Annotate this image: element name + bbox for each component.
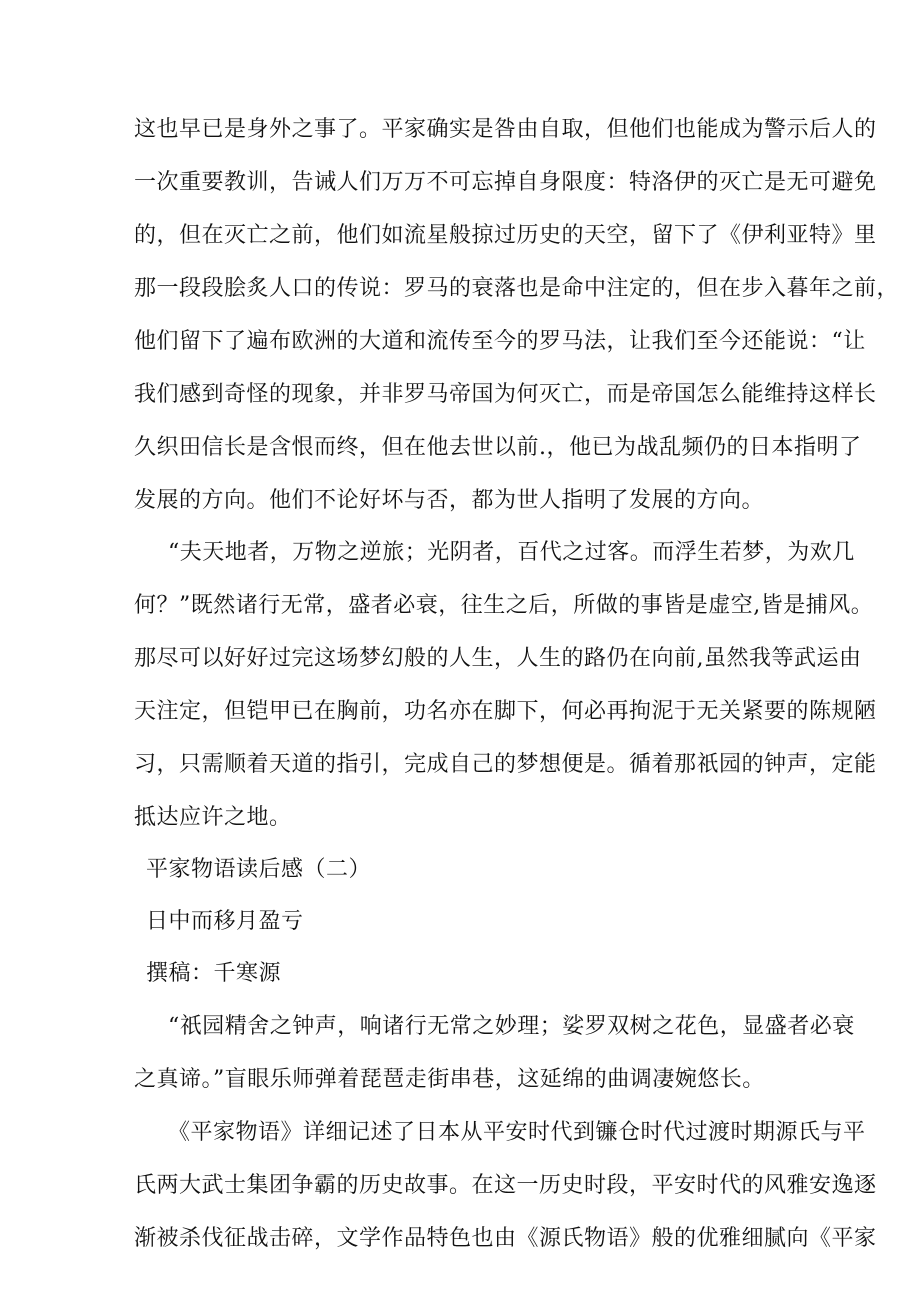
paragraph-line: 氏两大武士集团争霸的历史故事。在这一历史时段，平安时代的风雅安逸逐 — [134, 1173, 877, 1198]
paragraph-line: 久织田信长是含恨而终，但在他去世以前.，他已为战乱频仍的日本指明了 — [134, 435, 862, 460]
paragraph-line: 他们留下了遍布欧洲的大道和流传至今的罗马法，让我们至今还能说：“让 — [134, 329, 866, 354]
paragraph-line: 何？”既然诸行无常，盛者必衰，往生之后，所做的事皆是虚空,皆是捕风。 — [134, 593, 874, 618]
paragraph-line: 一次重要教训，告诫人们万万不可忘掉自身限度：特洛伊的灭亡是无可避免 — [134, 170, 877, 195]
paragraph-line: “夫天地者，万物之逆旅；光阴者，百代之过客。而浮生若梦，为欢几 — [168, 540, 855, 565]
paragraph-line: 这也早已是身外之事了。平家确实是咎由自取，但他们也能成为警示后人的 — [134, 117, 877, 142]
paragraph-line: 的，但在灭亡之前，他们如流星般掠过历史的天空，留下了《伊利亚特》里 — [134, 223, 877, 248]
paragraph-line: “祇园精舍之钟声，响诸行无常之妙理；娑罗双树之花色，显盛者必衰 — [168, 1014, 855, 1039]
paragraph-line: 《平家物语》详细记述了日本从平安时代到镰仓时代过渡时期源氏与平 — [168, 1120, 866, 1145]
paragraph-line: 那尽可以好好过完这场梦幻般的人生，人生的路仍在向前,虽然我等武运由 — [134, 646, 862, 671]
paragraph-line: 抵达应许之地。 — [134, 805, 292, 830]
paragraph-line: 习，只需顺着天道的指引，完成自己的梦想便是。循着那祇园的钟声，定能 — [134, 752, 877, 777]
paragraph-line: 天注定，但铠甲已在胸前，功名亦在脚下，何必再拘泥于无关紧要的陈规陋 — [134, 699, 877, 724]
section-subtitle: 日中而移月盈亏 — [146, 909, 304, 934]
paragraph-line: 之真谛。”盲眼乐师弹着琵琶走街串巷，这延绵的曲调凄婉悠长。 — [134, 1067, 765, 1092]
author-line: 撰稿：千寒源 — [146, 961, 282, 986]
paragraph-line: 渐被杀伐征战击碎，文学作品特色也由《源氏物语》般的优雅细腻向《平家 — [134, 1226, 877, 1251]
paragraph-line: 我们感到奇怪的现象，并非罗马帝国为何灭亡，而是帝国怎么能维持这样长 — [134, 382, 877, 407]
paragraph-line: 那一段段脍炙人口的传说：罗马的衰落也是命中注定的，但在步入暮年之前， — [134, 276, 900, 301]
section-title: 平家物语读后感（二） — [146, 857, 372, 882]
paragraph-line: 发展的方向。他们不论好坏与否，都为世人指明了发展的方向。 — [134, 488, 765, 513]
